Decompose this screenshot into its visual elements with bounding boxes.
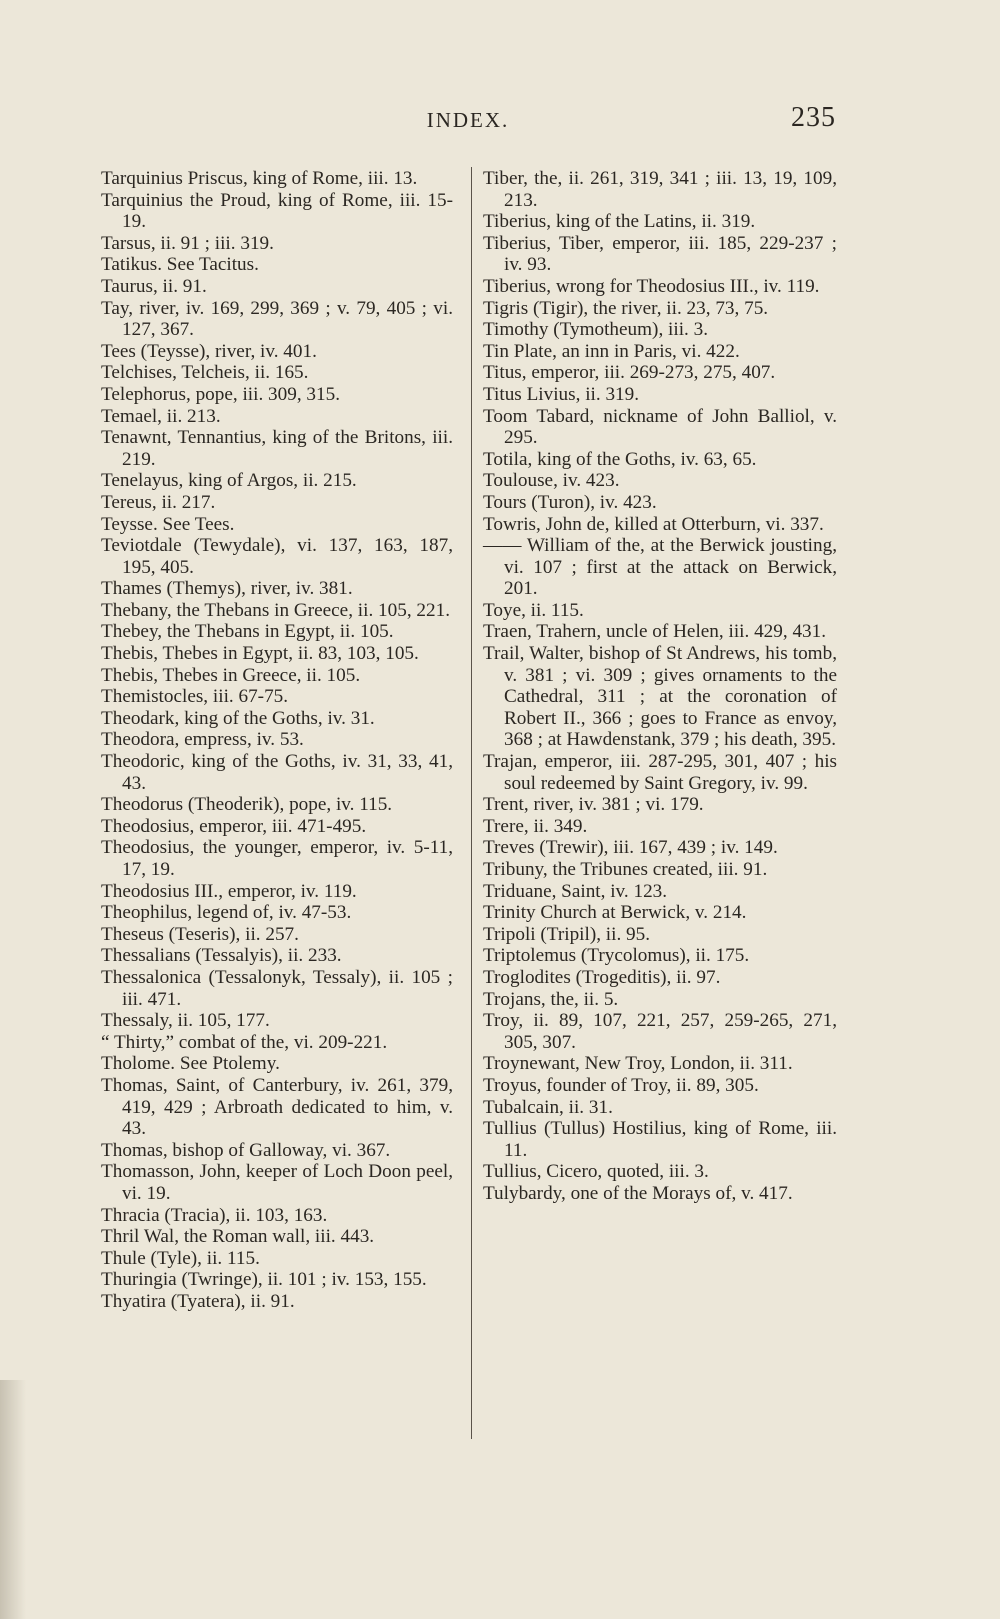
index-entry: Triduane, Saint, iv. 123. [483,880,668,902]
index-entry: Temael, ii. 213. [101,405,221,427]
index-entry: Tatikus. See Tacitus. [101,254,259,276]
index-entry: Traen, Trahern, uncle of Helen, iii. 429, 431. [483,621,827,643]
index-entry: Toye, ii. 115. [483,599,584,621]
index-entry: Trojans, the, ii. 5. [483,988,619,1010]
index-entry: Telchises, Telcheis, ii. 165. [101,362,309,384]
index-entry: Thessaly, ii. 105, 177. [101,1010,270,1032]
index-entry: Tenawnt, Tennantius, king of the Britons, iii. 219. [101,427,453,470]
index-entry: Tiberius, Tiber, emperor, iii. 185, 229-237 ; iv. 93. [483,232,837,276]
index-entry: Tarquinius the Proud, king of Rome, iii. 15-19. [101,189,453,233]
index-entry: Tenelayus, king of Argos, ii. 215. [101,470,357,492]
index-entry: Thracia (Tracia), ii. 103, 163. [101,1204,328,1226]
index-entry: Theodoric, king of the Goths, iv. 31, 33, 41, 43. [101,751,453,794]
index-entry: Tiberius, wrong for Theodosius III., iv. 119. [483,275,820,297]
index-entry: Tay, river, iv. 169, 299, 369 ; v. 79, 405 ; vi. 127, 367. [101,297,453,341]
index-entry: Tigris (Tigir), the river, ii. 23, 73, 75. [483,297,769,319]
index-entry: Troynewant, New Troy, London, ii. 311. [483,1053,793,1075]
index-entry: Thebany, the Thebans in Greece, ii. 105, 221. [101,599,450,621]
index-entry: Thessalians (Tessalyis), ii. 233. [101,945,342,967]
index-entry: Themistocles, iii. 67-75. [101,686,289,708]
running-head [100,102,836,142]
index-entry: Tiberius, king of the Latins, ii. 319. [483,211,756,233]
index-entry: Trinity Church at Berwick, v. 214. [483,902,747,924]
index-entry: Tripoli (Tripil), ii. 95. [483,923,651,945]
index-entry: Tees (Teysse), river, iv. 401. [101,340,317,362]
index-entry: Theodora, empress, iv. 53. [101,729,304,751]
index-entry: Toom Tabard, nickname of John Balliol, v. 295. [483,405,837,449]
index-entry: Tribuny, the Tribunes created, iii. 91. [483,859,768,880]
index-entry: Teysse. See Tees. [101,513,235,535]
index-entry: Thebis, Thebes in Egypt, ii. 83, 103, 105. [101,643,419,665]
index-entry: Theodark, king of the Goths, iv. 31. [101,707,375,729]
index-entry: Taurus, ii. 91. [101,275,207,297]
index-entry: Tereus, ii. 217. [101,491,216,513]
index-entry: Trent, river, iv. 381 ; vi. 179. [483,794,704,816]
index-entry: Titus Livius, ii. 319. [483,383,640,405]
index-entry: Tiber, the, ii. 261, 319, 341 ; iii. 13, 19, 109, 213. [483,168,837,211]
page-edge-shadow [0,1380,26,1619]
index-entry: Telephorus, pope, iii. 309, 315. [101,383,340,405]
index-entry: Tubalcain, ii. 31. [483,1096,613,1118]
column-divider [471,167,472,1439]
index-entry: Toulouse, iv. 423. [483,470,620,492]
index-entry: Theseus (Teseris), ii. 257. [101,923,299,945]
index-entry: Tarsus, ii. 91 ; iii. 319. [101,232,274,254]
index-entry: Theodosius, emperor, iii. 471-495. [101,815,367,837]
page-number: 235 [791,102,836,133]
index-entry: Teviotdale (Tewydale), vi. 137, 163, 187, 195, 405. [101,535,453,578]
index-column-left [101,168,453,1312]
index-entry: Tholome. See Ptolemy. [101,1053,280,1075]
index-entry: Timothy (Tymotheum), iii. 3. [483,319,709,341]
index-entry: Titus, emperor, iii. 269-273, 275, 407. [483,362,776,384]
index-entry: Trail, Walter, bishop of St Andrews, his tomb, v. 381 ; vi. 309 ; gives ornaments to the Cathedral, 311 ; at the coronation of Robert II., 366 ; goes to France as envoy, 368 ; at Hawdenstank, 379 ; his death, 395. [483,643,837,751]
index-entry: Theodosius, the younger, emperor, iv. 5-11, 17, 19. [101,837,453,880]
index-entry: Tours (Turon), iv. 423. [483,491,657,513]
index-entry: Tulybardy, one of the Morays of, v. 417. [483,1182,793,1204]
index-entry: Thyatira (Tyatera), ii. 91. [101,1290,295,1312]
index-entry: Thames (Themys), river, iv. 381. [101,578,353,600]
index-entry: Treves (Trewir), iii. 167, 439 ; iv. 149. [483,837,778,859]
index-entry: Troglodites (Trogeditis), ii. 97. [483,966,721,988]
index-entry: Thomasson, John, keeper of Loch Doon peel, vi. 19. [101,1161,453,1204]
index-entry: —— William of the, at the Berwick jousting, vi. 107 ; first at the attack on Berwick, 201. [483,535,837,600]
page-title: INDEX. [426,108,510,132]
index-entry: Totila, king of the Goths, iv. 63, 65. [483,448,757,470]
index-entry: Theodorus (Theoderik), pope, iv. 115. [101,794,393,816]
index-entry: Theophilus, legend of, iv. 47-53. [101,902,352,924]
index-column-right [483,168,837,1205]
index-entry: Tarquinius Priscus, king of Rome, iii. 13. [101,168,418,189]
index-entry: Thebey, the Thebans in Egypt, ii. 105. [101,621,394,643]
index-entry: Thuringia (Twringe), ii. 101 ; iv. 153, 155. [101,1269,427,1291]
index-entry: Tin Plate, an inn in Paris, vi. 422. [483,340,740,362]
index-entry: Trere, ii. 349. [483,815,588,837]
index-entry: “ Thirty,” combat of the, vi. 209-221. [101,1031,388,1053]
index-entry: Trajan, emperor, iii. 287-295, 301, 407 ; his soul redeemed by Saint Gregory, iv. 99. [483,751,837,794]
index-entry: Thessalonica (Tessalonyk, Tessaly), ii. 105 ; iii. 471. [101,966,453,1010]
index-entry: Triptolemus (Trycolomus), ii. 175. [483,945,750,967]
index-entry: Thomas, Saint, of Canterbury, iv. 261, 379, 419, 429 ; Arbroath dedicated to him, v. 43. [101,1074,453,1140]
index-entry: Tullius, Cicero, quoted, iii. 3. [483,1161,709,1183]
index-entry: Theodosius III., emperor, iv. 119. [101,880,357,902]
index-entry: Thomas, bishop of Galloway, vi. 367. [101,1139,391,1161]
index-entry: Thebis, Thebes in Greece, ii. 105. [101,664,361,686]
index-entry: Tullius (Tullus) Hostilius, king of Rome, iii. 11. [483,1118,837,1161]
index-entry: Troyus, founder of Troy, ii. 89, 305. [483,1074,759,1096]
index-entry: Towris, John de, killed at Otterburn, vi. 337. [483,513,824,535]
index-entry: Thule (Tyle), ii. 115. [101,1247,260,1269]
index-entry: Thril Wal, the Roman wall, iii. 443. [101,1226,375,1248]
index-entry: Troy, ii. 89, 107, 221, 257, 259-265, 271, 305, 307. [483,1010,837,1053]
